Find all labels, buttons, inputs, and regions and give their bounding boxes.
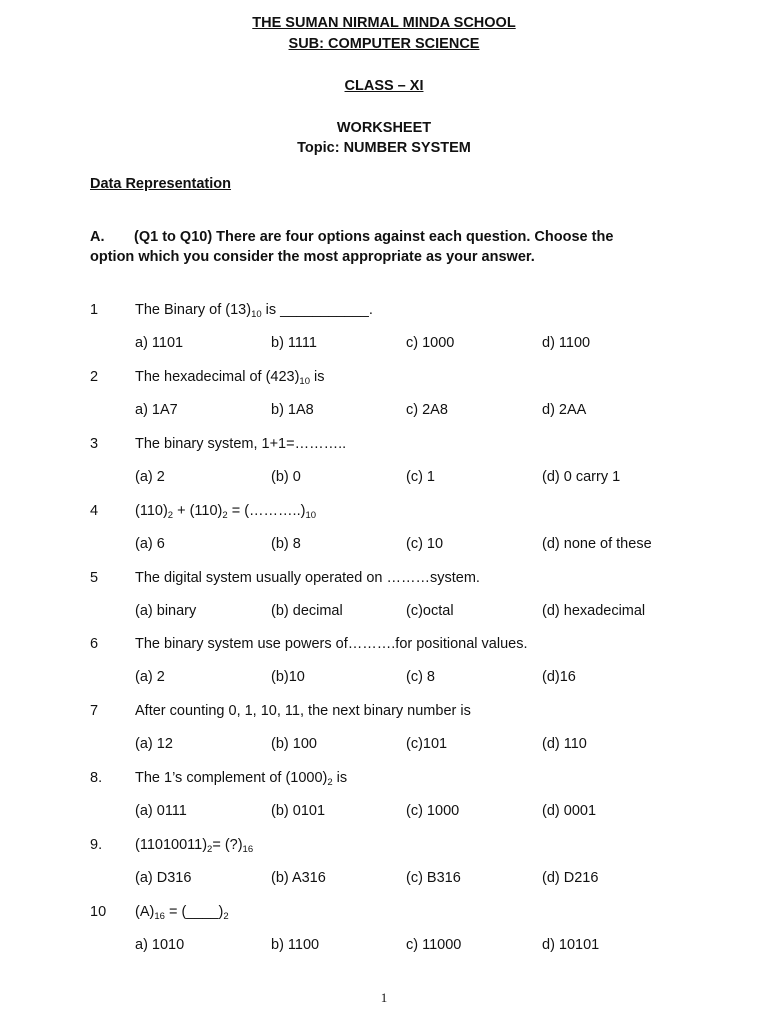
answer-option: (d)16 bbox=[542, 669, 576, 685]
answer-option: b) 1111 bbox=[271, 335, 317, 351]
question-number: 6 bbox=[90, 636, 99, 652]
answer-option: a) 1010 bbox=[135, 937, 185, 953]
question-number: 1 bbox=[90, 302, 99, 318]
number-base-subscript: 16 bbox=[242, 844, 254, 855]
answer-option: (b) 100 bbox=[271, 736, 317, 752]
question-text-part: (A) bbox=[135, 904, 155, 920]
question-text bbox=[135, 703, 471, 719]
question-number: 8. bbox=[90, 770, 103, 786]
number-base-subscript: 10 bbox=[305, 510, 317, 521]
answer-option: c) 11000 bbox=[406, 937, 462, 953]
answer-option: (d) hexadecimal bbox=[542, 603, 646, 619]
instruction-line-2: option which you consider the most appropriate as your answer. bbox=[90, 249, 535, 265]
answer-option: (a) 0111 bbox=[135, 803, 187, 819]
answer-option: (d) D216 bbox=[542, 870, 599, 886]
answer-option: a) 1101 bbox=[135, 335, 184, 351]
answer-option: (a) 2 bbox=[135, 469, 165, 485]
answer-option: d) 2AA bbox=[542, 402, 587, 418]
answer-option: (b) A316 bbox=[271, 870, 326, 886]
question-text bbox=[135, 570, 480, 586]
question-text bbox=[135, 503, 316, 519]
answer-option: c) 2A8 bbox=[406, 402, 448, 418]
answer-option: (d) none of these bbox=[542, 536, 652, 552]
answer-option: a) 1A7 bbox=[135, 402, 178, 418]
question-text bbox=[135, 636, 527, 652]
number-base-subscript: 2 bbox=[207, 844, 213, 855]
question-number: 4 bbox=[90, 503, 99, 519]
question-number: 3 bbox=[90, 436, 99, 452]
answer-option: (b) 8 bbox=[271, 536, 301, 552]
answer-option: (c)octal bbox=[406, 603, 454, 619]
question-text bbox=[135, 302, 373, 318]
page-number: 1 bbox=[380, 990, 388, 1005]
answer-option: (c) 8 bbox=[406, 669, 435, 685]
answer-option: (c) 10 bbox=[406, 536, 444, 552]
answer-option: (c) B316 bbox=[406, 870, 461, 886]
answer-option: (d) 0 carry 1 bbox=[542, 469, 621, 485]
answer-option: d) 10101 bbox=[542, 937, 600, 953]
question-text-part: + (110) bbox=[173, 503, 223, 519]
answer-option: (a) D316 bbox=[135, 870, 192, 886]
question-text-part: The binary system use powers of……….for positional values. bbox=[135, 636, 528, 652]
question-text-part: is bbox=[310, 369, 325, 385]
question-text bbox=[135, 369, 325, 385]
question-text-part: The digital system usually operated on ………system. bbox=[135, 570, 480, 586]
question-number: 10 bbox=[90, 904, 107, 920]
answer-option: (d) 110 bbox=[542, 736, 587, 752]
answer-option: (d) 0001 bbox=[542, 803, 597, 819]
question-text bbox=[135, 904, 229, 920]
question-text bbox=[135, 436, 346, 452]
question-text-part: is bbox=[332, 770, 348, 786]
number-base-subscript: 2 bbox=[327, 777, 333, 788]
question-text-part: The 1’s complement of (1000) bbox=[135, 770, 328, 786]
answer-option: (a) 12 bbox=[135, 736, 173, 752]
question-number: 5 bbox=[90, 570, 99, 586]
answer-option: (a) 6 bbox=[135, 536, 165, 552]
question-number: 7 bbox=[90, 703, 99, 719]
answer-option: (b) decimal bbox=[271, 603, 343, 619]
question-text-part: (110) bbox=[135, 503, 168, 519]
number-base-subscript: 10 bbox=[251, 309, 262, 320]
question-text-part: The hexadecimal of (423) bbox=[135, 369, 300, 385]
subject-line: SUB: COMPUTER SCIENCE bbox=[288, 36, 480, 52]
question-text-part: = (………..) bbox=[227, 503, 306, 519]
question-text-part: (11010011) bbox=[135, 837, 208, 853]
answer-option: b) 1100 bbox=[271, 937, 320, 953]
question-number: 9. bbox=[90, 837, 103, 853]
answer-option: (c) 1 bbox=[406, 469, 435, 485]
question-text-part: = (?) bbox=[212, 837, 243, 853]
answer-option: c) 1000 bbox=[406, 335, 455, 351]
number-base-subscript: 16 bbox=[154, 911, 165, 922]
question-text-part: = (____) bbox=[164, 904, 224, 920]
answer-option: (b) 0101 bbox=[271, 803, 326, 819]
class-label: CLASS – XI bbox=[344, 78, 424, 94]
number-base-subscript: 10 bbox=[299, 376, 310, 387]
number-base-subscript: 2 bbox=[223, 911, 229, 922]
answer-option: (a) binary bbox=[135, 603, 197, 619]
instruction-line-1: (Q1 to Q10) There are four options against each question. Choose the bbox=[134, 229, 614, 245]
number-base-subscript: 2 bbox=[222, 510, 228, 521]
topic-line: Topic: NUMBER SYSTEM bbox=[297, 140, 471, 156]
instruction-letter: A. bbox=[90, 229, 105, 245]
answer-option: (c) 1000 bbox=[406, 803, 460, 819]
answer-option: (c)101 bbox=[406, 736, 448, 752]
number-base-subscript: 2 bbox=[167, 510, 174, 521]
question-text-part: The Binary of (13) bbox=[135, 302, 252, 318]
question-number: 2 bbox=[90, 369, 99, 385]
answer-option: (b)10 bbox=[271, 669, 305, 685]
question-text bbox=[135, 770, 347, 786]
answer-option: (b) 0 bbox=[271, 469, 301, 485]
school-name: THE SUMAN NIRMAL MINDA SCHOOL bbox=[252, 15, 516, 31]
question-text-part: The binary system, 1+1=……….. bbox=[135, 436, 347, 452]
worksheet-title: WORKSHEET bbox=[336, 120, 432, 136]
question-text-part: is ___________. bbox=[261, 302, 373, 318]
question-text bbox=[135, 837, 253, 853]
section-heading: Data Representation bbox=[90, 176, 232, 192]
answer-option: b) 1A8 bbox=[271, 402, 314, 418]
answer-option: (a) 2 bbox=[135, 669, 165, 685]
question-text-part: After counting 0, 1, 10, 11, the next binary number is bbox=[135, 703, 471, 719]
answer-option: d) 1100 bbox=[542, 335, 591, 351]
